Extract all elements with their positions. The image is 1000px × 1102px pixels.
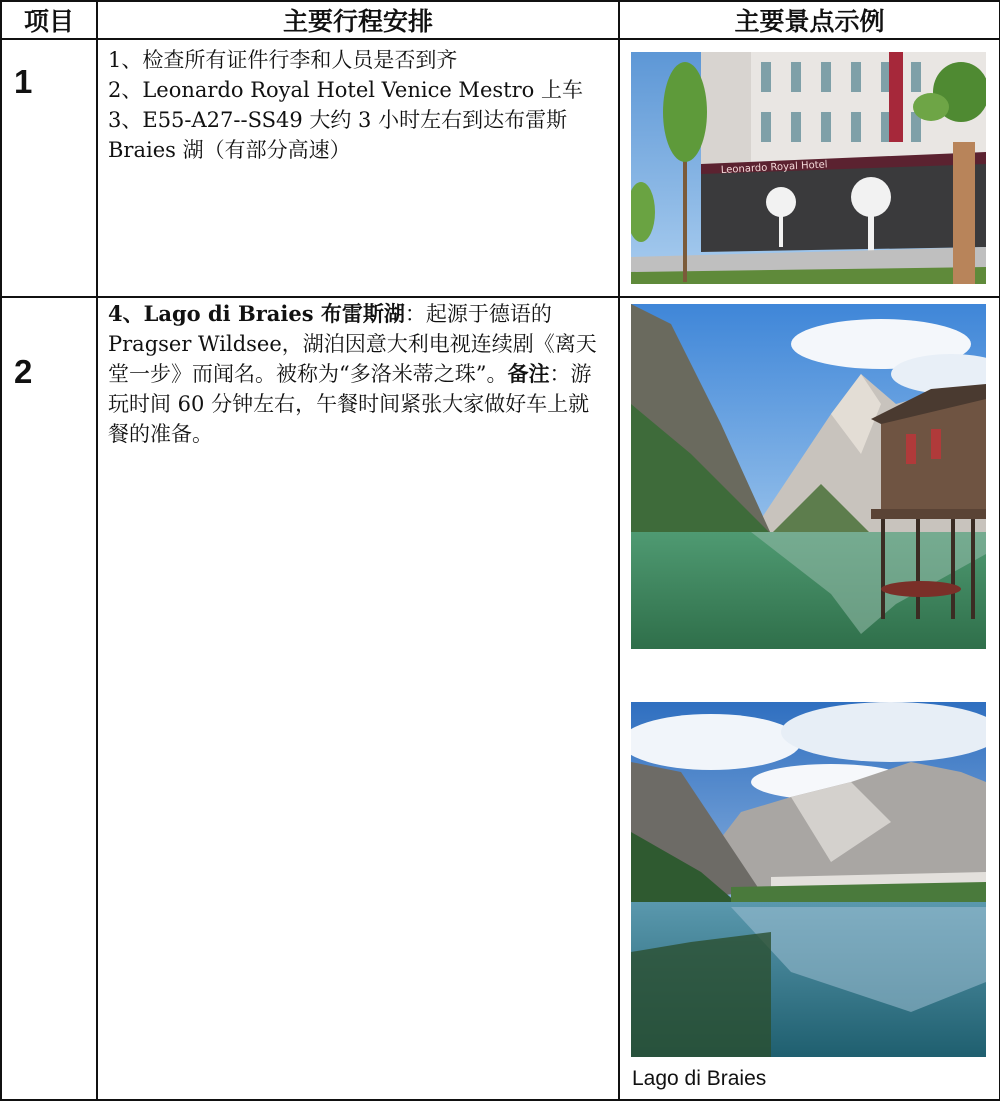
schedule-line: 1、检查所有证件行李和人员是否到齐 — [108, 48, 458, 72]
lake-boathouse-photo — [631, 304, 986, 649]
header-schedule: 主要行程安排 — [97, 1, 619, 39]
header-item: 项目 — [1, 1, 97, 39]
note-label: 备注 — [507, 361, 550, 386]
note-text: ：游玩时间 60 分钟左右，午餐时间紧张大家做好车上就餐的准备。 — [108, 362, 592, 446]
attraction-cell — [619, 297, 1000, 1100]
hotel-sign-text: Leonardo Royal Hotel — [720, 159, 828, 176]
schedule-cell — [97, 39, 619, 297]
attraction-text: ：起源于德语的 Pragser Wildsee，湖泊因意大利电视连续剧《离天堂一步》而闻名。被称为“多洛米蒂之珠”。 — [108, 302, 597, 386]
photo-caption: Lago di Braies — [632, 1067, 767, 1090]
schedule-cell — [97, 297, 619, 1100]
header-attractions: 主要景点示例 — [619, 1, 1000, 39]
row-number-cell — [1, 297, 97, 1100]
row-number: 2 — [14, 353, 33, 390]
row-number: 1 — [14, 63, 33, 100]
row-number-cell — [1, 39, 97, 297]
table-row — [1, 39, 1000, 297]
attraction-description — [108, 299, 608, 449]
table-row — [1, 297, 1000, 1100]
lake-mountain-photo — [631, 702, 986, 1057]
hotel-photo — [631, 52, 986, 284]
attraction-cell — [619, 39, 1000, 297]
attraction-title: 4、Lago di Braies 布雷斯湖 — [108, 301, 405, 326]
schedule-line: 3、E55-A27--SS49 大约 3 小时左右到达布雷斯 Braies 湖（有部分高速） — [108, 108, 568, 162]
schedule-line: 2、Leonardo Royal Hotel Venice Mestro 上车 — [108, 78, 583, 102]
header-row — [1, 1, 1000, 39]
